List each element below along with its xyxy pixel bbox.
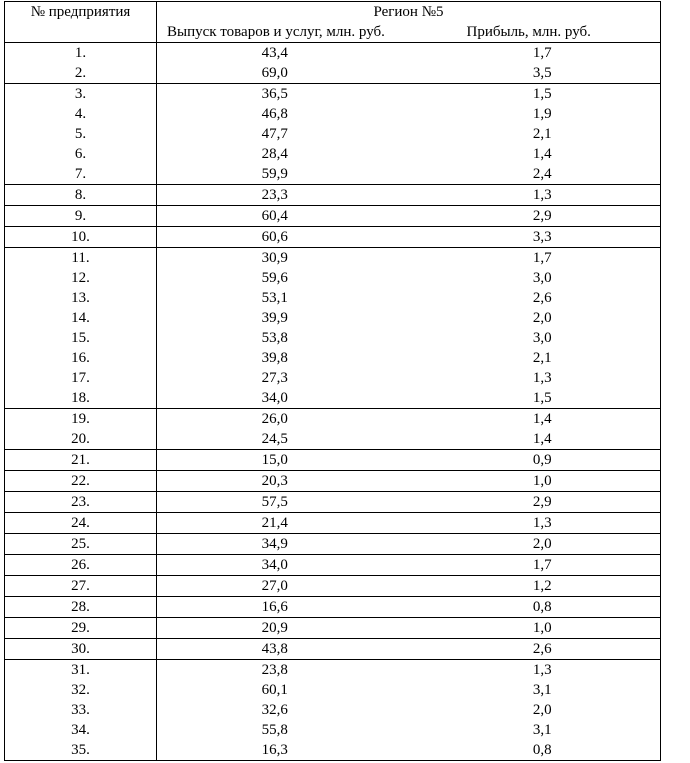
table-row — [5, 328, 661, 348]
cell-enterprise-number: 17. — [5, 368, 157, 388]
table-row — [5, 104, 661, 124]
cell-output-container — [157, 660, 409, 681]
cell-output-container — [157, 227, 409, 248]
cell-profit: 2,6 — [532, 290, 552, 306]
cell-profit: 1,3 — [532, 370, 552, 386]
cell-output-container — [157, 720, 409, 740]
cell-output-container — [157, 206, 409, 227]
cell-profit-container — [409, 206, 661, 227]
cell-enterprise-number: 26. — [5, 555, 157, 576]
cell-profit: 1,3 — [532, 662, 552, 678]
cell-output: 39,9 — [261, 310, 288, 326]
cell-profit: 1,4 — [532, 411, 552, 427]
cell-output-container — [157, 185, 409, 206]
table-row — [5, 248, 661, 269]
cell-output-container — [157, 63, 409, 84]
cell-profit: 1,3 — [532, 515, 552, 531]
cell-output-container — [157, 308, 409, 328]
cell-enterprise-number: 3. — [5, 84, 157, 105]
cell-profit-container — [409, 227, 661, 248]
cell-output: 28,4 — [261, 146, 288, 162]
cell-output: 60,6 — [261, 229, 288, 245]
cell-profit: 3,3 — [532, 229, 552, 245]
cell-output: 16,6 — [261, 599, 288, 615]
table-row — [5, 288, 661, 308]
cell-output-container — [157, 450, 409, 471]
cell-enterprise-number: 25. — [5, 534, 157, 555]
cell-enterprise-number: 6. — [5, 144, 157, 164]
table-row — [5, 660, 661, 681]
table-row — [5, 368, 661, 388]
cell-profit-container — [409, 84, 661, 105]
table-row — [5, 555, 661, 576]
cell-output-container — [157, 388, 409, 409]
table-row — [5, 43, 661, 64]
cell-profit-container — [409, 43, 661, 64]
cell-profit-container — [409, 185, 661, 206]
cell-profit: 1,7 — [532, 557, 552, 573]
cell-profit: 1,0 — [532, 620, 552, 636]
cell-profit: 2,0 — [532, 536, 552, 552]
cell-profit-container — [409, 492, 661, 513]
cell-output: 16,3 — [261, 742, 288, 758]
cell-output: 53,8 — [261, 330, 288, 346]
cell-enterprise-number: 16. — [5, 348, 157, 368]
cell-output: 27,0 — [261, 578, 288, 594]
header-enterprise-number: № предприятия — [5, 2, 157, 43]
cell-enterprise-number: 11. — [5, 248, 157, 269]
cell-enterprise-number: 15. — [5, 328, 157, 348]
table-body — [5, 2, 661, 761]
cell-profit: 1,5 — [532, 390, 552, 406]
cell-output: 43,4 — [261, 45, 288, 61]
cell-output: 32,6 — [261, 702, 288, 718]
cell-profit: 3,1 — [532, 682, 552, 698]
cell-profit: 0,8 — [532, 599, 552, 615]
cell-profit-container — [409, 308, 661, 328]
table-row — [5, 513, 661, 534]
cell-profit-container — [409, 513, 661, 534]
cell-profit-container — [409, 680, 661, 700]
table-row — [5, 308, 661, 328]
cell-enterprise-number: 12. — [5, 268, 157, 288]
cell-profit: 2,9 — [532, 208, 552, 224]
cell-profit-container — [409, 660, 661, 681]
cell-enterprise-number: 2. — [5, 63, 157, 84]
cell-output-container — [157, 43, 409, 64]
cell-output: 43,8 — [261, 641, 288, 657]
cell-profit: 1,7 — [532, 45, 552, 61]
cell-enterprise-number: 29. — [5, 618, 157, 639]
cell-profit-container — [409, 348, 661, 368]
cell-output: 34,9 — [261, 536, 288, 552]
table-row — [5, 227, 661, 248]
cell-output-container — [157, 328, 409, 348]
cell-profit: 1,4 — [532, 431, 552, 447]
cell-profit-container — [409, 124, 661, 144]
cell-profit-container — [409, 164, 661, 185]
table-row — [5, 576, 661, 597]
cell-profit: 1,3 — [532, 187, 552, 203]
cell-profit-container — [409, 248, 661, 269]
cell-output-container — [157, 124, 409, 144]
cell-output: 55,8 — [261, 722, 288, 738]
table-row — [5, 720, 661, 740]
cell-output-container — [157, 164, 409, 185]
cell-enterprise-number: 22. — [5, 471, 157, 492]
cell-profit: 3,0 — [532, 270, 552, 286]
cell-output: 34,0 — [261, 390, 288, 406]
cell-enterprise-number: 10. — [5, 227, 157, 248]
cell-output-container — [157, 104, 409, 124]
table-row — [5, 700, 661, 720]
cell-profit: 2,0 — [532, 310, 552, 326]
cell-output: 46,8 — [261, 106, 288, 122]
cell-enterprise-number: 7. — [5, 164, 157, 185]
cell-output: 15,0 — [261, 452, 288, 468]
cell-output-container — [157, 700, 409, 720]
cell-profit: 2,4 — [532, 166, 552, 182]
cell-enterprise-number: 34. — [5, 720, 157, 740]
table-row — [5, 429, 661, 450]
table-row — [5, 639, 661, 660]
table-row — [5, 164, 661, 185]
header-output: Выпуск товаров и услуг, млн. руб. — [167, 24, 385, 40]
table-row — [5, 534, 661, 555]
cell-output: 34,0 — [261, 557, 288, 573]
cell-profit-container — [409, 104, 661, 124]
cell-enterprise-number: 19. — [5, 409, 157, 430]
cell-output-container — [157, 268, 409, 288]
cell-profit-container — [409, 555, 661, 576]
cell-enterprise-number: 33. — [5, 700, 157, 720]
cell-profit-container — [409, 63, 661, 84]
cell-output: 57,5 — [261, 494, 288, 510]
cell-profit-container — [409, 328, 661, 348]
cell-output: 30,9 — [261, 250, 288, 266]
header-region: Регион №5 — [157, 2, 661, 23]
cell-enterprise-number: 23. — [5, 492, 157, 513]
table-row — [5, 388, 661, 409]
table-row — [5, 680, 661, 700]
cell-profit-container — [409, 388, 661, 409]
cell-output: 26,0 — [261, 411, 288, 427]
table-row — [5, 84, 661, 105]
cell-output: 53,1 — [261, 290, 288, 306]
cell-profit-container — [409, 534, 661, 555]
cell-output: 59,9 — [261, 166, 288, 182]
cell-enterprise-number: 4. — [5, 104, 157, 124]
cell-output: 60,4 — [261, 208, 288, 224]
cell-profit: 1,2 — [532, 578, 552, 594]
cell-profit: 2,9 — [532, 494, 552, 510]
cell-enterprise-number: 32. — [5, 680, 157, 700]
cell-enterprise-number: 24. — [5, 513, 157, 534]
cell-output-container — [157, 288, 409, 308]
cell-output: 36,5 — [261, 86, 288, 102]
cell-output-container — [157, 680, 409, 700]
cell-enterprise-number: 1. — [5, 43, 157, 64]
cell-profit: 3,1 — [532, 722, 552, 738]
cell-profit: 1,0 — [532, 473, 552, 489]
cell-output-container — [157, 429, 409, 450]
cell-output-container — [157, 639, 409, 660]
cell-output-container — [157, 144, 409, 164]
cell-enterprise-number: 31. — [5, 660, 157, 681]
table-row — [5, 597, 661, 618]
cell-profit: 3,0 — [532, 330, 552, 346]
cell-profit: 1,5 — [532, 86, 552, 102]
table-row — [5, 185, 661, 206]
cell-output: 39,8 — [261, 350, 288, 366]
cell-output-container — [157, 534, 409, 555]
cell-profit-container — [409, 409, 661, 430]
table-row — [5, 124, 661, 144]
cell-profit: 1,7 — [532, 250, 552, 266]
table-row — [5, 348, 661, 368]
cell-output-container — [157, 618, 409, 639]
cell-enterprise-number: 30. — [5, 639, 157, 660]
cell-profit-container — [409, 268, 661, 288]
cell-enterprise-number: 13. — [5, 288, 157, 308]
cell-profit-container — [409, 576, 661, 597]
table-row — [5, 206, 661, 227]
cell-output: 20,9 — [261, 620, 288, 636]
cell-profit: 3,5 — [532, 65, 552, 81]
cell-profit-container — [409, 597, 661, 618]
cell-enterprise-number: 5. — [5, 124, 157, 144]
table-row — [5, 471, 661, 492]
cell-output-container — [157, 597, 409, 618]
cell-profit-container — [409, 144, 661, 164]
cell-enterprise-number: 28. — [5, 597, 157, 618]
cell-output: 21,4 — [261, 515, 288, 531]
cell-enterprise-number: 18. — [5, 388, 157, 409]
cell-profit: 2,0 — [532, 702, 552, 718]
cell-enterprise-number: 14. — [5, 308, 157, 328]
cell-enterprise-number: 8. — [5, 185, 157, 206]
cell-profit-container — [409, 740, 661, 761]
table-row — [5, 450, 661, 471]
cell-profit: 2,1 — [532, 350, 552, 366]
cell-profit-container — [409, 368, 661, 388]
cell-profit-container — [409, 471, 661, 492]
cell-profit-container — [409, 700, 661, 720]
header-row-1 — [5, 2, 661, 23]
cell-output: 59,6 — [261, 270, 288, 286]
table-row — [5, 63, 661, 84]
cell-profit-container — [409, 429, 661, 450]
table-row — [5, 740, 661, 761]
cell-profit: 0,8 — [532, 742, 552, 758]
cell-profit: 0,9 — [532, 452, 552, 468]
cell-profit-container — [409, 450, 661, 471]
cell-output: 20,3 — [261, 473, 288, 489]
cell-output-container — [157, 368, 409, 388]
cell-enterprise-number: 21. — [5, 450, 157, 471]
cell-enterprise-number: 9. — [5, 206, 157, 227]
cell-profit: 1,9 — [532, 106, 552, 122]
cell-output-container — [157, 471, 409, 492]
cell-enterprise-number: 35. — [5, 740, 157, 761]
data-table — [4, 1, 661, 761]
cell-output-container — [157, 492, 409, 513]
cell-output-container — [157, 248, 409, 269]
cell-output: 69,0 — [261, 65, 288, 81]
cell-output: 60,1 — [261, 682, 288, 698]
cell-output-container — [157, 513, 409, 534]
cell-profit-container — [409, 618, 661, 639]
cell-profit-container — [409, 288, 661, 308]
cell-output: 23,3 — [261, 187, 288, 203]
table-row — [5, 144, 661, 164]
cell-profit: 2,6 — [532, 641, 552, 657]
cell-output-container — [157, 348, 409, 368]
cell-output-container — [157, 576, 409, 597]
cell-enterprise-number: 27. — [5, 576, 157, 597]
table-row — [5, 492, 661, 513]
cell-output-container — [157, 409, 409, 430]
cell-profit: 2,1 — [532, 126, 552, 142]
cell-output-container — [157, 555, 409, 576]
table-row — [5, 268, 661, 288]
cell-output-container — [157, 740, 409, 761]
cell-profit-container — [409, 639, 661, 660]
header-profit: Прибыль, млн. руб. — [409, 22, 661, 43]
cell-output: 23,8 — [261, 662, 288, 678]
cell-enterprise-number: 20. — [5, 429, 157, 450]
cell-output: 27,3 — [261, 370, 288, 386]
cell-profit: 1,4 — [532, 146, 552, 162]
table-row — [5, 618, 661, 639]
table-row — [5, 409, 661, 430]
cell-output: 47,7 — [261, 126, 288, 142]
cell-output: 24,5 — [261, 431, 288, 447]
cell-profit-container — [409, 720, 661, 740]
cell-output-container — [157, 84, 409, 105]
